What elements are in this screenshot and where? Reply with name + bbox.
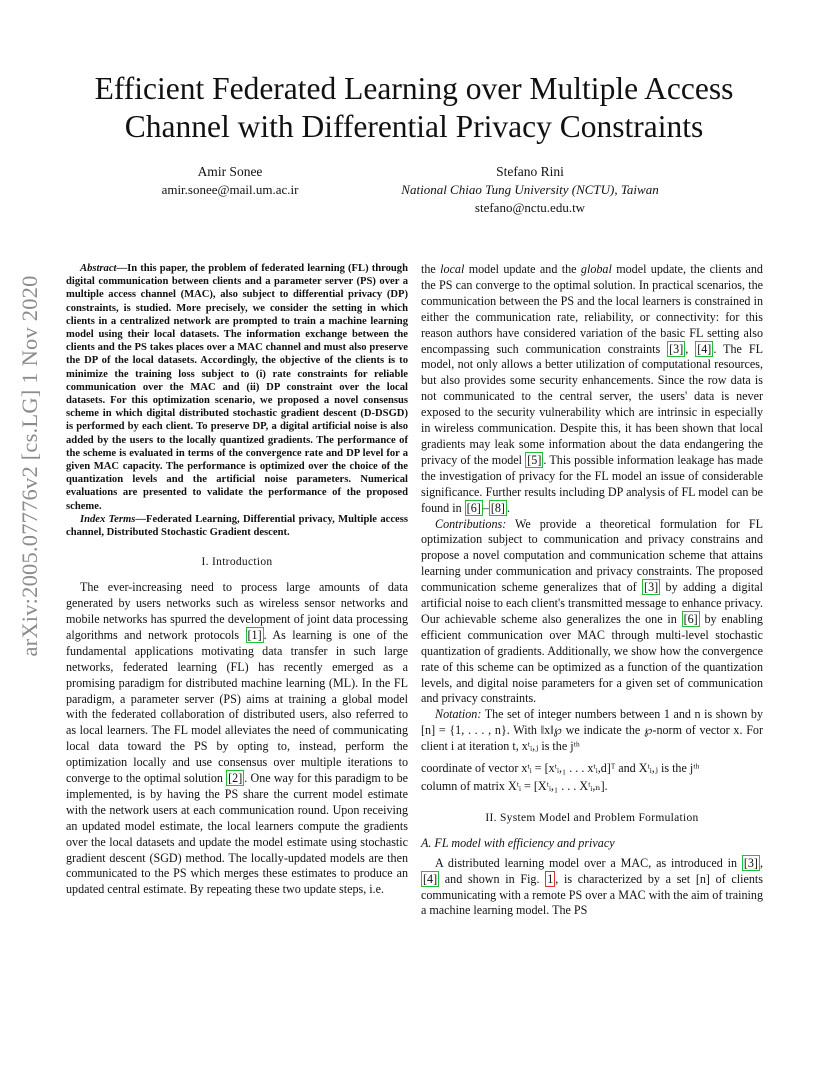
intro-text-c: . One way for this paradigm to be implemented, is by having the PS share the current model estimate with the network users at each communication round. Upon receiving an updated model estimate, the local learners compute the gradients over the local datasets and update the model estimate using stochastic gradient descent (SGD) method. The locally-updated models are then communicated to the PS which merges these estimates to produce an updated central estimate. By repeating these two update steps, i.e. (66, 771, 408, 897)
arxiv-stamp-text: arXiv:2005.07776v2 [cs.LG] 1 Nov 2020 (17, 274, 42, 657)
right-column (421, 262, 763, 919)
text-run: The set of integer numbers between 1 and n is shown by [n] = {1, . . . , n}. With ‖x‖℘ we indicate the ℘-norm of vector x. For client i at iteration t, xᵗᵢ,ⱼ is the jᵗʰ (421, 707, 763, 754)
text-run: by enabling efficient communication over MAC through multi-level stochastic quantization of gradients. Additionally, we show how the convergence rate of this scheme can be optimized as a function of the quantization levels, and digital noise parameters for a given set of communication and privacy constraints. (421, 611, 763, 706)
text-run: A distributed learning model over a MAC, as introduced in (435, 855, 742, 870)
contributions-paragraph (421, 517, 763, 708)
notation-math-line-2: column of matrix Xᵗᵢ = [Xᵗᵢ,₁ . . . Xᵗᵢ,ₙ]. (421, 779, 608, 793)
index-terms (66, 513, 408, 539)
author-email: amir.sonee@mail.um.ac.ir (161, 182, 299, 197)
notation-math-line: coordinate of vector xᵗᵢ = [xᵗᵢ,₁ . . . xᵗᵢ,d]ᵀ and Xᵗᵢ,ⱼ is the jᵗʰ (421, 761, 700, 776)
intro-text-b: . As learning is one of the fundamental applications motivating data transfer in such large networks, federated learning (FL) has recently emerged as a promising paradigm for distributed machine learning (ML). In the FL paradigm, a parameter server (PS) aims at training a global model with the federated collaboration of distributed users, also referred to as local learners. The FL model alleviates the need of communicating local data toward the PS by opting to, instead, perform the optimization locally and use consensus over multiple iterations to converge to the optimal solution (66, 627, 408, 786)
arxiv-stamp (17, 274, 42, 657)
text-run: , (759, 855, 763, 870)
text-run: . This possible information leakage has made the investigation of privacy for the FL model an issue of considerable significance. Further results including DP analysis of FL model can be found in (421, 452, 763, 515)
text-run: , is characterized by a set [n] of clients communicating with a remote PS over a MAC with the aim of training a machine learning model. The PS (421, 871, 763, 918)
citation-link[interactable]: [8] (490, 500, 505, 515)
index-terms-text: —Federated Learning, Differential privacy, Multiple access channel, Distributed Stochastic Gradient descent. (66, 513, 408, 539)
notation-lead: Notation: (435, 707, 482, 722)
text-run: and shown in Fig. (439, 871, 546, 886)
contributions-lead: Contributions: (435, 516, 507, 531)
section-heading-system-model: II. System Model and Problem Formulation (485, 811, 699, 824)
text-run: – (482, 500, 489, 515)
system-model-paragraph (421, 856, 763, 920)
text-run: We provide a theoretical formulation for FL optimization subject to communication and privacy constrains and propose a novel computation and communication scheme that attains learning under communication and privacy constraints. The proposed communication scheme generalizes that of (421, 516, 763, 595)
author-block-2 (380, 163, 680, 217)
notation-paragraph (421, 707, 763, 755)
author-block-1 (130, 163, 330, 199)
subsection-heading: A. FL model with efficiency and privacy (421, 835, 615, 850)
citation-link[interactable]: [2] (228, 771, 243, 786)
citation-link[interactable]: [3] (669, 341, 684, 356)
text-run: model update and the (464, 262, 581, 276)
abstract-text: —In this paper, the problem of federated learning (FL) through digital communication between clients and a parameter server (PS) over a multiple access channel (MAC), also subject to differential privacy (DP) constraints, is studied. More precisely, we consider the setting in which clients in a centralized network are prompted to train a machine learning model using their local datasets. The information exchange between the clients and the PS takes places over a MAC channel and must also preserve the DP of the local datasets. Accordingly, the objective of the clients is to minimize the training loss subject to (i) rate constraints for reliable communication over the MAC and (ii) DP constraint over the local datasets. For this optimization scenario, we proposed a novel consensus scheme in which digital distributed stochastic gradient descent (D-DSGD) is performed by each client. To preserve DP, a digital artificial noise is also added by the users to the locally quantized gradients. The performance of the scheme is evaluated in terms of the convergence rate and DP level for a given MAC capacity. The performance is optimized over the choice of the quantization levels and the artificial noise parameters. Numerical evaluations are presented to validate the performance of the proposed scheme. (66, 263, 408, 512)
text-run: by adding a digital artificial noise to each client's transmitted message to enhance privacy. Our achievable scheme also generalizes the one in (421, 580, 763, 626)
paper-title: Efficient Federated Learning over Multiple Access Channel with Differential Privacy Constraints (94, 71, 734, 144)
emphasis-local: local (440, 262, 465, 276)
intro-paragraph (66, 580, 408, 898)
left-column (66, 262, 408, 898)
text-run: , (685, 341, 696, 356)
intro-text-a: The ever-increasing need to process large amounts of data generated by users networks such as wireless sensor networks and mobile networks has spurred the development of joint data processing algorithms and network protocols (66, 580, 408, 642)
citation-link[interactable]: [3] (644, 580, 659, 595)
section-heading-introduction: I. Introduction (201, 556, 273, 569)
citation-link[interactable]: [1] (247, 627, 262, 642)
author-affiliation: National Chiao Tung University (NCTU), Taiwan (401, 182, 659, 197)
citation-link[interactable]: [6] (466, 500, 481, 515)
text-run: . The FL model, not only allows a better utilization of computational resources, but also provides some security enhancements. Since the row data is not communicated to the central server, the users' data is never exposed to the security vulnerability which are intrinsic in especially in wireless communication. Despite this, it has been shown that local gradients may leak some information about the data endangering the privacy of the model (421, 341, 763, 467)
citation-link[interactable]: [4] (423, 871, 438, 886)
citation-link[interactable]: [3] (743, 855, 758, 870)
abstract-lead: Abstract (80, 263, 117, 274)
text-run: . (506, 500, 510, 515)
author-name: Amir Sonee (197, 164, 263, 179)
author-email: stefano@nctu.edu.tw (474, 200, 586, 215)
text-run: the (421, 262, 441, 276)
intro-paragraph-continued (421, 262, 763, 517)
abstract (66, 262, 408, 513)
citation-link[interactable]: [4] (697, 341, 712, 356)
emphasis-global: global (580, 262, 612, 276)
figure-link[interactable]: 1 (547, 871, 554, 886)
citation-link[interactable]: [6] (683, 611, 698, 626)
index-terms-lead: Index Terms (80, 513, 136, 525)
author-name: Stefano Rini (496, 164, 564, 179)
citation-link[interactable]: [5] (527, 452, 542, 467)
text-run: model update, the clients and the PS can converge to the optimal solution. In practical scenarios, the communication between the PS and the local learners is constrained in either the communication rate, reliability, or connectivity: for this reason authors have considered variation of the basic FL setting also encompassing such communication constraints (421, 262, 763, 356)
